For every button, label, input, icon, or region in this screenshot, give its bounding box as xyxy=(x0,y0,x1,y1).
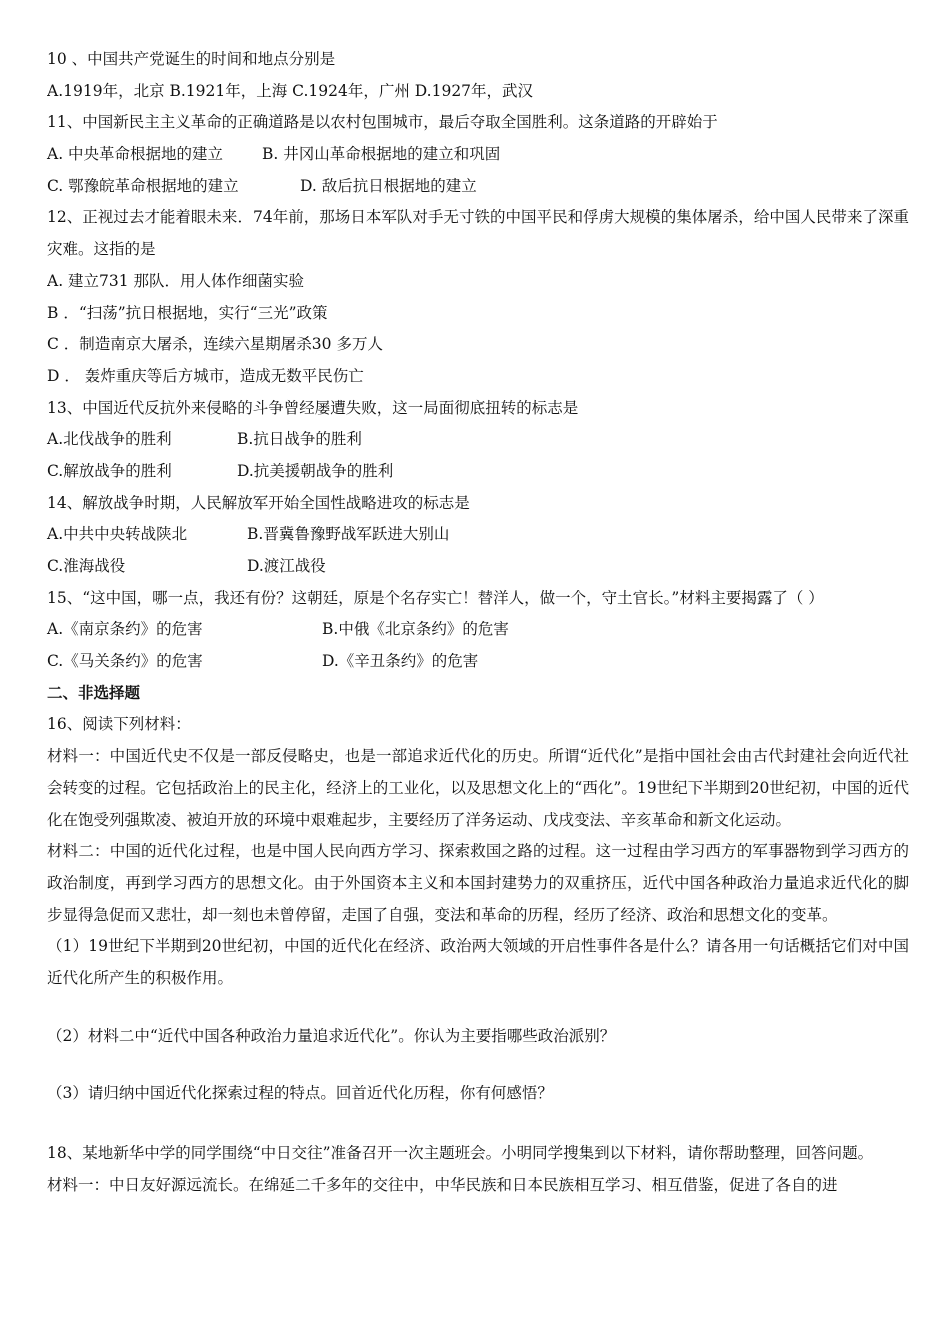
question-10-stem: 10 、中国共产党诞生的时间和地点分别是 xyxy=(47,50,336,68)
material-two: 材料二：中国的近代化过程，也是中国人民向西方学习、探索救国之路的过程。这一过程由学习西方的军事器物到学习西方的政治制度，再到学习西方的思想文化。由于外国资本主义和本国封建势力的双重挤压，近代中国各种政治力量追求近代化的脚步显得急促而又悲壮，却一刻也未曾停留，走国了自强，变法和革命的历程，经历了经济、政治和思想文化的变革。 xyxy=(47,842,909,924)
question-11-stem: 11、中国新民主主义革命的正确道路是以农村包围城市，最后夺取全国胜利。这条道路的开辟始于 xyxy=(47,113,718,132)
option-a: A. 建立731 那队．用人体作细菌实验 xyxy=(47,271,305,290)
sub-question-3: （3）请归纳中国近代化探索过程的特点。回首近代化历程，你有何感悟？ xyxy=(47,1084,553,1103)
option-b: B.中俄《北京条约》的危害 xyxy=(322,620,509,639)
document-page xyxy=(47,44,909,1202)
question-12-stem: 12、正视过去才能着眼未来．74年前，那场日本军队对手无寸铁的中国平民和俘虏大规模的集体屠杀，给中国人民带来了深重灾难。这指的是 xyxy=(47,208,909,259)
question-14-stem: 14、解放战争时期，人民解放军开始全国性战略进攻的标志是 xyxy=(47,493,470,512)
option-a: A. 中央革命根据地的建立 xyxy=(47,145,224,164)
sub-question-1: （1）19世纪下半期到20世纪初，中国的近代化在经济、政治两大领域的开启性事件各是什么？请各用一句话概括它们对中国近代化所产生的积极作用。 xyxy=(47,937,909,988)
answer-space xyxy=(47,995,909,1021)
answer-space xyxy=(47,1052,909,1078)
option-d: D. 敌后抗日根据地的建立 xyxy=(300,176,477,195)
option-c: C.淮海战役 xyxy=(47,557,126,576)
material-one: 材料一：中日友好源远流长。在绵延二千多年的交往中，中华民族和日本民族相互学习、相互借鉴，促进了各自的进 xyxy=(47,1175,838,1194)
question-11-options-row-1 xyxy=(47,139,909,171)
option-d: D.《辛丑条约》的危害 xyxy=(322,652,479,671)
option-c: C ．制造南京大屠杀，连续六星期屠杀30 多万人 xyxy=(47,335,383,354)
answer-space xyxy=(47,1110,909,1138)
question-13-stem: 13、中国近代反抗外来侵略的斗争曾经屡遭失败，这一局面彻底扭转的标志是 xyxy=(47,398,579,417)
option-b: B ．“扫荡”抗日根据地，实行“三光”政策 xyxy=(47,303,328,322)
option-d: D.抗美援朝战争的胜利 xyxy=(237,461,394,480)
option-b: B. 井冈山革命根据地的建立和巩固 xyxy=(262,145,501,164)
option-a: A.《南京条约》的危害 xyxy=(47,620,203,639)
option-b: B.抗日战争的胜利 xyxy=(237,430,362,449)
question-10-options: A.1919年，北京 B.1921年，上海 C.1924年，广州 D.1927年，武汉 xyxy=(47,81,534,100)
question-15-stem: 15、“这中国，哪一点，我还有份？这朝廷，原是个名存实亡！替洋人，做一个，守土官长。”材料主要揭露了（ ） xyxy=(47,588,824,607)
question-11-options-row-2 xyxy=(47,171,909,203)
option-d: D.渡江战役 xyxy=(247,557,326,576)
option-c: C.《马关条约》的危害 xyxy=(47,652,203,671)
question-15-options-row-1 xyxy=(47,614,909,646)
sub-question-2: （2）材料二中“近代中国各种政治力量追求近代化”。你认为主要指哪些政治派别？ xyxy=(47,1026,616,1045)
material-one: 材料一：中国近代史不仅是一部反侵略史，也是一部追求近代化的历史。所谓“近代化”是指中国社会由古代封建社会向近代社会转变的过程。它包括政治上的民主化，经济上的工业化，以及思想文化上的“西化”。19世纪下半期到20世纪初，中国的近代化在饱受列强欺凌、被迫开放的环境中艰难起步，主要经历了洋务运动、戊戌变法、辛亥革命和新文化运动。 xyxy=(47,747,909,829)
question-18-stem: 18、某地新华中学的同学围绕“中日交往”准备召开一次主题班会。小明同学搜集到以下材料，请你帮助整理，回答问题。 xyxy=(47,1144,874,1163)
option-c: C.解放战争的胜利 xyxy=(47,461,172,480)
question-13-options-row-1 xyxy=(47,424,909,456)
option-a: A.中共中央转战陕北 xyxy=(47,525,188,544)
option-a: A.北伐战争的胜利 xyxy=(47,430,172,449)
question-15-options-row-2 xyxy=(47,646,909,678)
question-14-options-row-1 xyxy=(47,519,909,551)
option-d: D ． 轰炸重庆等后方城市，造成无数平民伤亡 xyxy=(47,366,364,385)
section-heading: 二、非选择题 xyxy=(47,683,141,702)
question-13-options-row-2 xyxy=(47,456,909,488)
question-14-options-row-2 xyxy=(47,551,909,583)
option-b: B.晋冀鲁豫野战军跃进大别山 xyxy=(247,525,450,544)
question-16-stem: 16、阅读下列材料： xyxy=(47,715,191,734)
option-c: C. 鄂豫皖革命根据地的建立 xyxy=(47,176,239,195)
